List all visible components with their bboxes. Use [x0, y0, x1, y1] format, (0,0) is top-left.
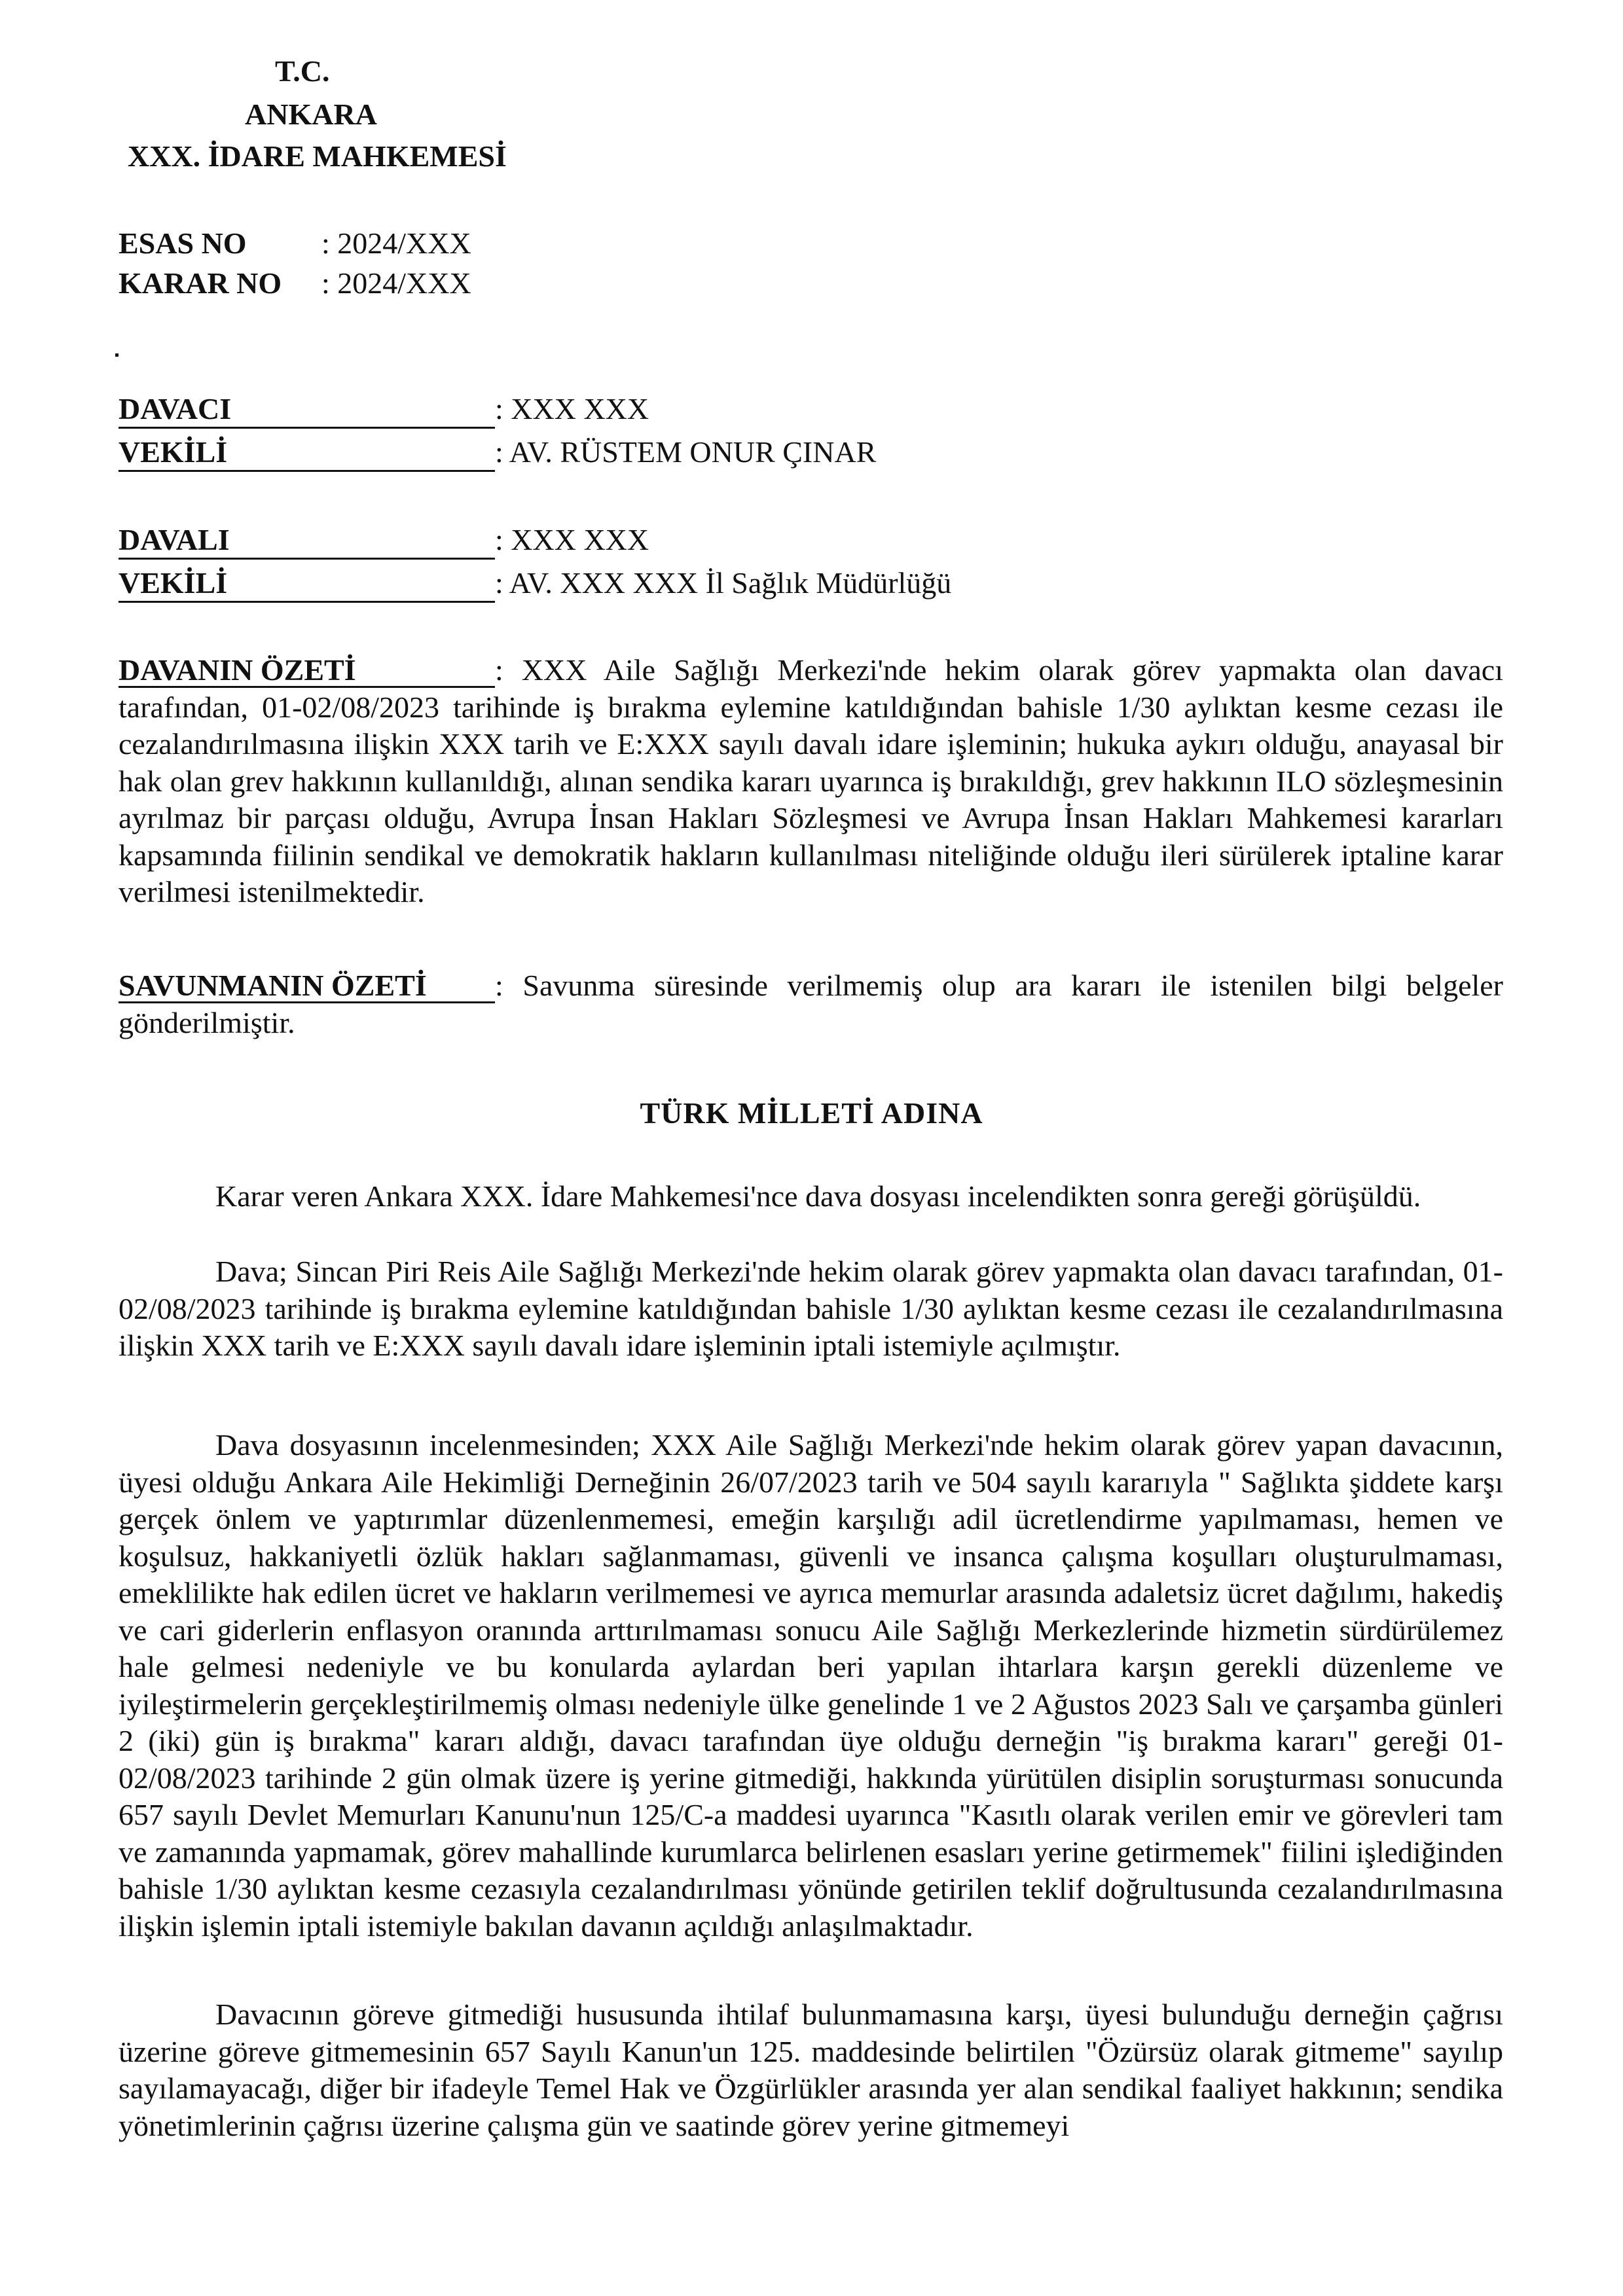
- esas-no-value: : 2024/XXX: [321, 226, 471, 260]
- davali-vekili-row: [119, 563, 1493, 603]
- body-paragraph-3: Dava dosyasının incelenmesinden; XXX Aile Sağlığı Merkezi'nde hekim olarak görev yapan davacının, üyesi olduğu Ankara Aile Hekimliği Derneğinin 26/07/2023 tarih ve 504 sayılı kararıyla " Sağlıkta şiddete karşı gerçek önlem ve yaptırımlar düzenlenmemesi, emeğin karşılığı adil ücretlendirme yapılmaması, hemen ve koşulsuz, hakkaniyetli özlük hakları sağlanmaması, güvenli ve insanca çalışma koşulları oluşturulmaması, emeklilikte hak edilen ücret ve hakların verilmemesi ve ayrıca memurlar arasında adaletsiz ücret dağılımı, hakediş ve cari giderlerin enflasyon oranında arttırılmaması sonucu Aile Sağlığı Merkezlerinde hizmetin sürdürülemez hale gelmesi nedeniyle ve bu konularda aylardan beri yapılan ihtarlara karşın gerekli düzenleme ve iyileştirmelerin gerçekleştirilmemiş olması nedeniyle ülke genelinde 1 ve 2 Ağustos 2023 Salı ve çarşamba günleri 2 (iki) gün iş bırakma" kararı aldığı, davacı tarafından üye olduğu derneğin "iş bırakma kararı" gereği 01-02/08/2023 tarihinde 2 gün olmak üzere iş yerine gitmediği, hakkında yürütülen disiplin soruşturması sonucunda 657 sayılı Devlet Memurları Kanunu'nun 125/C-a maddesi uyarınca "Kasıtlı olarak verilen emir ve görevleri tam ve zamanında yapmamak, görev mahallinde kurumlarca belirlenen esasları yerine getirmemek" fiilini işlediğinden bahisle 1/30 aylıktan kesme cezasıyla cezalandırılması yönünde getirilen teklif doğrultusunda cezalandırılmasına ilişkin işlemin iptali istemiyle bakılan davanın açıldığı anlaşılmaktadır.: [119, 1428, 1503, 1943]
- header-court: XXX. İDARE MAHKEMESİ: [128, 139, 507, 173]
- davali-value: : XXX XXX: [495, 523, 649, 556]
- header-city: ANKARA: [245, 98, 377, 131]
- davali-vekili-label: VEKİLİ: [119, 563, 495, 603]
- section-title: TÜRK MİLLETİ ADINA: [640, 1096, 983, 1130]
- body-paragraph-2: Dava; Sincan Piri Reis Aile Sağlığı Merkezi'nde hekim olarak görev yapmakta olan davacı tarafından, 01-02/08/2023 tarihinde iş bırakma eylemine katıldığından bahisle 1/30 aylıktan kesme cezası ile cezalandırılmasına ilişkin XXX tarih ve E:XXX sayılı davalı idare işleminin iptali istemiyle açılmıştır.: [119, 1255, 1503, 1362]
- karar-no-label: KARAR NO: [119, 266, 282, 300]
- davaci-vekili-label: VEKİLİ: [119, 432, 495, 472]
- case-summary-label: DAVANIN ÖZETİ: [119, 655, 495, 688]
- body-paragraph-4: Davacının göreve gitmediği hususunda ihtilaf bulunmamasına karşı, üyesi bulunduğu derneğin çağrısı üzerine göreve gitmemesinin 657 Sayılı Kanun'un 125. maddesinde belirtilen "Özürsüz olarak gitmeme" sayılıp sayılamayacağı, diğer bir ifadeyle Temel Hak ve Özgürlükler arasında yer alan sendikal faaliyet hakkının; sendika yönetimlerinin çağrısı üzerine çalışma gün ve saatinde görev yerine gitmemeyi: [119, 1998, 1503, 2142]
- karar-no-value: : 2024/XXX: [321, 266, 471, 300]
- davali-vekili-value: : AV. XXX XXX İl Sağlık Müdürlüğü: [495, 566, 952, 600]
- case-summary: [119, 652, 1503, 911]
- davali-row: [119, 520, 1493, 560]
- body-paragraph-1: Karar veren Ankara XXX. İdare Mahkemesi'nce dava dosyası incelendikten sonra gereği görüşüldü.: [215, 1179, 1421, 1213]
- defense-summary-text: : Savunma süresinde verilmemiş olup ara kararı ile istenilen bilgi belgeler gönderilmiştir.: [119, 969, 1503, 1039]
- davaci-value: : XXX XXX: [495, 392, 649, 425]
- stray-dot: [115, 353, 119, 357]
- esas-no-label: ESAS NO: [119, 226, 247, 260]
- davaci-vekili-row: [119, 432, 1493, 473]
- defense-summary-label: SAVUNMANIN ÖZETİ: [119, 970, 495, 1003]
- davaci-vekili-value: : AV. RÜSTEM ONUR ÇINAR: [495, 435, 877, 469]
- header-tc: T.C.: [275, 54, 330, 88]
- case-summary-text: : XXX Aile Sağlığı Merkezi'nde hekim olarak görev yapmakta olan davacı tarafından, 01-02/08/2023 tarihinde iş bırakma eylemine katıldığından bahisle 1/30 aylıktan kesme cezası ile cezalandırılmasına ilişkin XXX tarih ve E:XXX sayılı davalı idare işleminin; hukuka aykırı olduğu, anayasal bir hak olan grev hakkının kullanıldığı, alınan sendika kararı uyarınca iş bırakıldığı, grev hakkının ILO sözleşmesinin ayrılmaz bir parçası olduğu, Avrupa İnsan Hakları Sözleşmesi ve Avrupa İnsan Hakları Mahkemesi kararları kapsamında fiilinin sendikal ve demokratik hakların kullanılması niteliğinde olduğu ileri sürülerek iptaline karar verilmesi istenilmektedir.: [119, 653, 1503, 908]
- davali-label: DAVALI: [119, 520, 495, 560]
- davaci-row: [119, 389, 1493, 429]
- defense-summary: [119, 967, 1503, 1041]
- davaci-label: DAVACI: [119, 389, 495, 429]
